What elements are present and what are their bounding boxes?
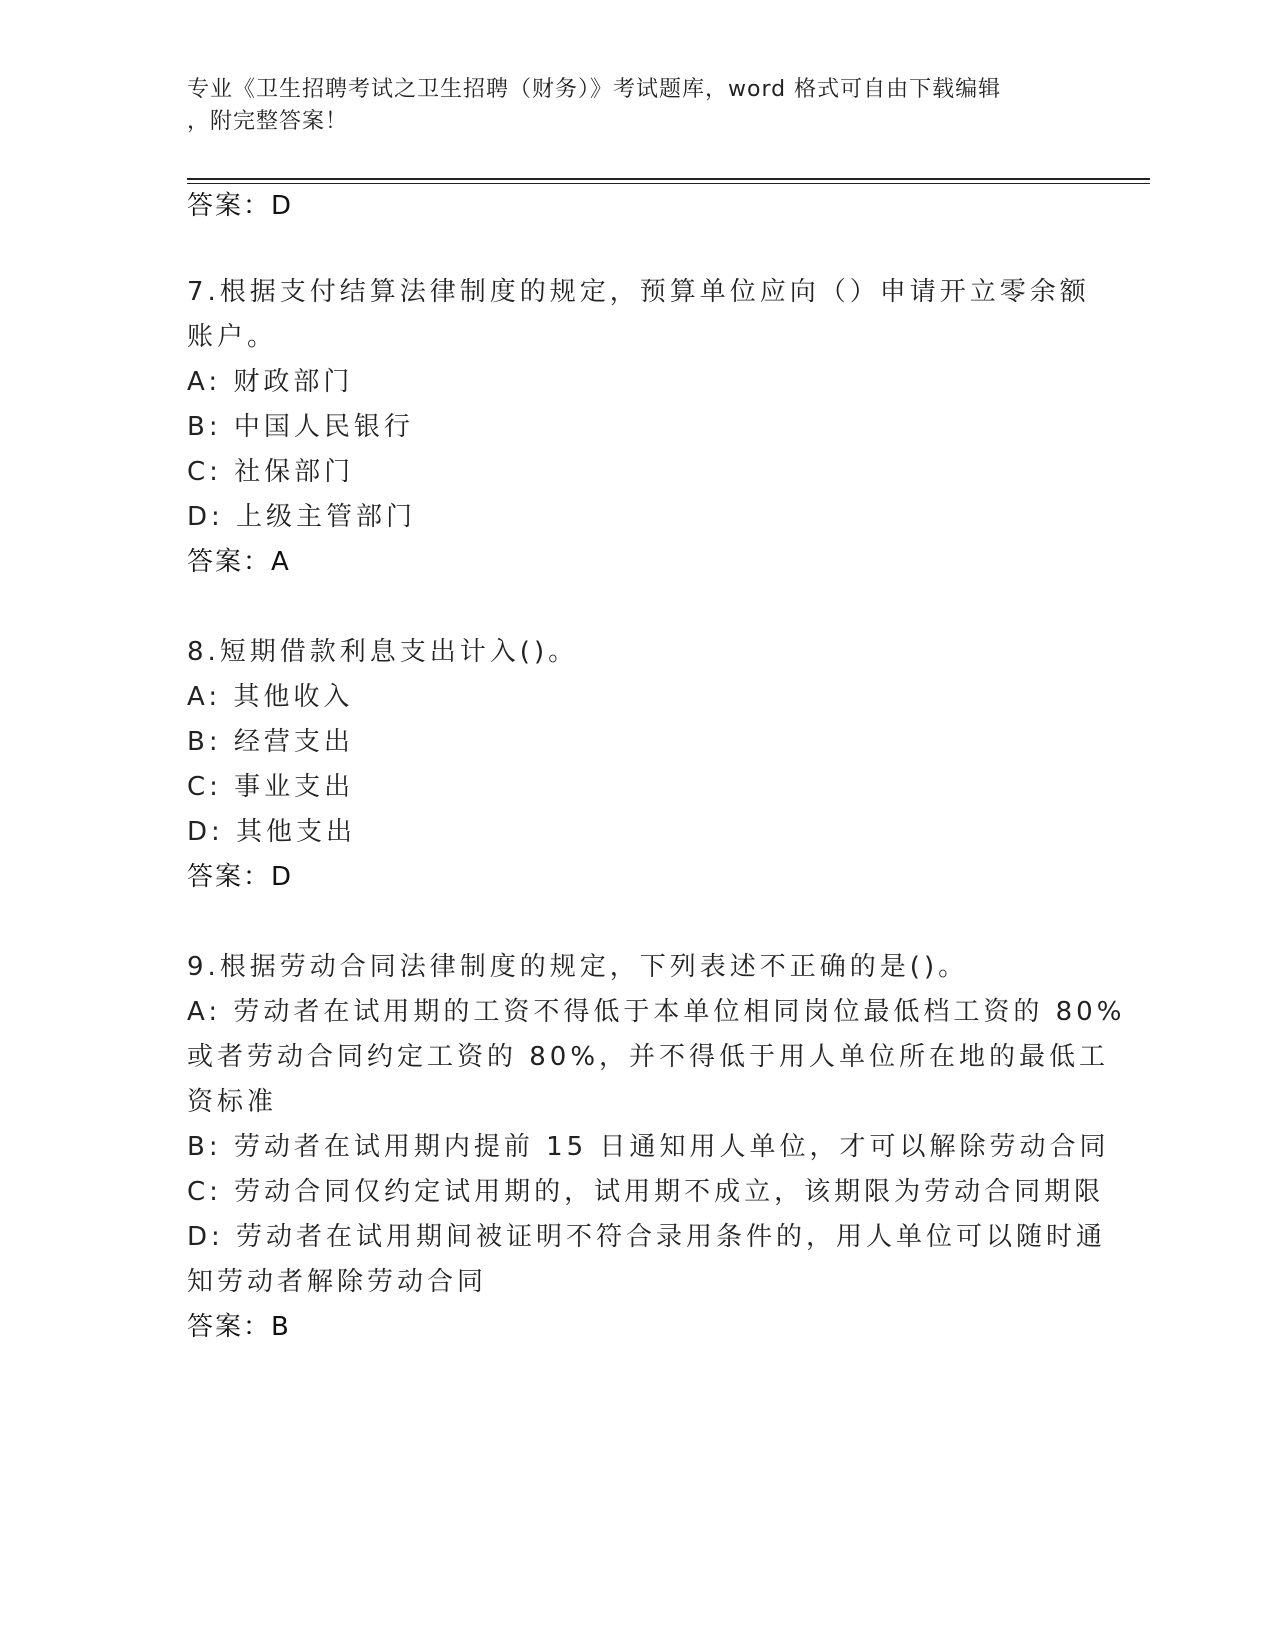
previous-answer-block	[187, 184, 1087, 229]
previous-answer: 答案：D	[187, 191, 294, 221]
question-9-option-d-line-1: D: 劳动者在试用期间被证明不符合录用条件的，用人单位可以随时通	[187, 1222, 1107, 1252]
question-7	[187, 270, 1090, 585]
page-header	[187, 74, 1067, 138]
question-9-stem-line-1: 9.根据劳动合同法律制度的规定，下列表述不正确的是()。	[187, 952, 969, 982]
question-7-option-d: D: 上级主管部门	[187, 502, 417, 532]
question-8-option-b: B: 经营支出	[187, 727, 354, 757]
question-9-option-a-line-2: 或者劳动合同约定工资的 80%，并不得低于用人单位所在地的最低工	[187, 1042, 1110, 1072]
question-9-option-c: C: 劳动合同仅约定试用期的，试用期不成立，该期限为劳动合同期限	[187, 1177, 1105, 1207]
question-7-option-c: C: 社保部门	[187, 457, 355, 487]
question-7-answer: 答案：A	[187, 547, 291, 577]
question-7-option-a: A: 财政部门	[187, 367, 354, 397]
question-7-option-b: B: 中国人民银行	[187, 412, 414, 442]
question-7-stem-line-2: 账户。	[187, 322, 278, 352]
question-8-option-a: A: 其他收入	[187, 682, 354, 712]
question-9-option-d-line-2: 知劳动者解除劳动合同	[187, 1267, 488, 1297]
question-9-answer: 答案：B	[187, 1312, 291, 1342]
question-7-stem-line-1: 7.根据支付结算法律制度的规定，预算单位应向（）申请开立零余额	[187, 277, 1090, 307]
question-8-stem-line-1: 8.短期借款利息支出计入()。	[187, 637, 579, 667]
question-8	[187, 630, 1087, 900]
header-divider-thick	[187, 178, 1150, 180]
question-9-option-b: B: 劳动者在试用期内提前 15 日通知用人单位，才可以解除劳动合同	[187, 1132, 1110, 1162]
question-9	[187, 945, 1126, 1350]
question-8-option-d: D: 其他支出	[187, 817, 357, 847]
question-8-option-c: C: 事业支出	[187, 772, 355, 802]
header-line-1: 专业《卫生招聘考试之卫生招聘（财务）》考试题库，word 格式可自由下载编辑	[187, 77, 1002, 102]
question-8-answer: 答案：D	[187, 862, 294, 892]
header-line-2: ，附完整答案！	[187, 109, 349, 134]
question-9-option-a-line-1: A: 劳动者在试用期的工资不得低于本单位相同岗位最低档工资的 80%	[187, 997, 1126, 1027]
question-9-option-a-line-3: 资标准	[187, 1087, 278, 1117]
